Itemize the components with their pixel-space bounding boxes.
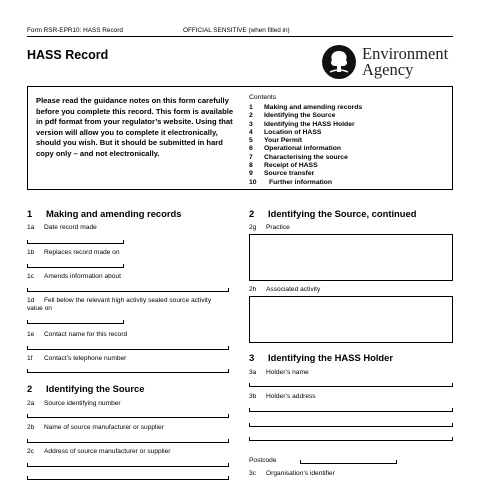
question-2a-label: 2a Source identifying number xyxy=(27,400,121,407)
environment-agency-logo xyxy=(322,44,452,82)
holder-address-line-1[interactable] xyxy=(249,408,453,412)
question-2b-label: 2b Name of source manufacturer or supplier xyxy=(27,424,164,431)
question-1e-label: 1e Contact name for this record xyxy=(27,331,128,338)
holder-address-line-2[interactable] xyxy=(249,423,453,427)
contents-item: 5 Your Permit xyxy=(249,137,303,145)
amends-information-field[interactable] xyxy=(27,288,229,292)
question-1a-label: 1a Date record made xyxy=(27,224,97,231)
question-3a-label: 3a Holder’s name xyxy=(249,369,309,376)
postcode-field[interactable] xyxy=(300,460,397,464)
source-manufacturer-name-field[interactable] xyxy=(27,439,229,443)
contents-item: 6 Operational information xyxy=(249,145,342,153)
question-1f-label: 1f Contact’s telephone number xyxy=(27,355,127,362)
holder-address-line-3[interactable] xyxy=(249,437,453,441)
fell-below-date-field[interactable] xyxy=(27,320,124,324)
question-2c-label: 2c Address of source manufacturer or supplier xyxy=(27,448,171,455)
practice-textbox[interactable] xyxy=(249,234,453,281)
environment-agency-logo-icon xyxy=(322,45,356,79)
header-rule xyxy=(27,36,453,37)
question-2h-label: 2h Associated activity xyxy=(249,286,321,293)
contents-item: 4 Location of HASS xyxy=(249,128,322,136)
question-2g-label: 2g Practice xyxy=(249,224,290,231)
source-manufacturer-address-line-2[interactable] xyxy=(27,476,229,480)
section-2-heading: 2 Identifying the Source xyxy=(27,383,145,394)
logo-line-1: Environment xyxy=(362,44,449,63)
logo-line-2: Agency xyxy=(362,60,414,79)
replaces-record-field[interactable] xyxy=(27,264,124,268)
contact-name-field[interactable] xyxy=(27,346,229,350)
source-identifying-number-field[interactable] xyxy=(27,414,229,418)
contents-list xyxy=(249,104,362,187)
contents-item: 7 Characterising the source xyxy=(249,153,348,161)
contents-item: 9 Source transfer xyxy=(249,170,315,178)
question-3b-label: 3b Holder’s address xyxy=(249,393,316,400)
question-1c-label: 1c Amends information about xyxy=(27,273,121,280)
form-reference: Form RSR-EPR10: HASS Record xyxy=(27,27,123,34)
tree-emblem-icon xyxy=(322,45,356,79)
contents-title: Contents xyxy=(249,94,277,101)
section-1-heading: 1 Making and amending records xyxy=(27,208,182,219)
contents-item: 10 Further information xyxy=(249,178,333,186)
contents-item: 8 Receipt of HASS xyxy=(249,162,318,170)
date-record-made-field[interactable] xyxy=(27,240,124,244)
section-3-heading: 3 Identifying the HASS Holder xyxy=(249,352,394,363)
contact-telephone-field[interactable] xyxy=(27,369,229,373)
source-manufacturer-address-line-1[interactable] xyxy=(27,463,229,467)
guidance-text: Please read the guidance notes on this form carefully before you complete this record. This form is available in pdf format from your regulator’s website. Using that version will allow you to complete it electronically, should you wish. But it should be submitted in hard copy only – and not electronically. xyxy=(36,96,234,158)
contents-item: 2 Identifying the Source xyxy=(249,112,336,120)
question-3c-label: 3c Organisation’s identifier xyxy=(249,470,335,477)
associated-activity-textbox[interactable] xyxy=(249,296,453,343)
classification-label: OFFICIAL SENSITIVE (when filled in) xyxy=(183,27,290,34)
contents-item: 3 Identifying the HASS Holder xyxy=(249,120,355,128)
page-title: HASS Record xyxy=(27,48,109,62)
section-2-continued-heading: 2 Identifying the Source, continued xyxy=(249,208,417,219)
question-1d-label: 1d Fell below the relevant high activity sealed source activity value on xyxy=(27,297,212,312)
contents-item: 1 Making and amending records xyxy=(249,104,363,111)
postcode-label: Postcode xyxy=(249,457,277,464)
holder-name-field[interactable] xyxy=(249,383,453,387)
question-1b-label: 1b Replaces record made on xyxy=(27,249,120,256)
